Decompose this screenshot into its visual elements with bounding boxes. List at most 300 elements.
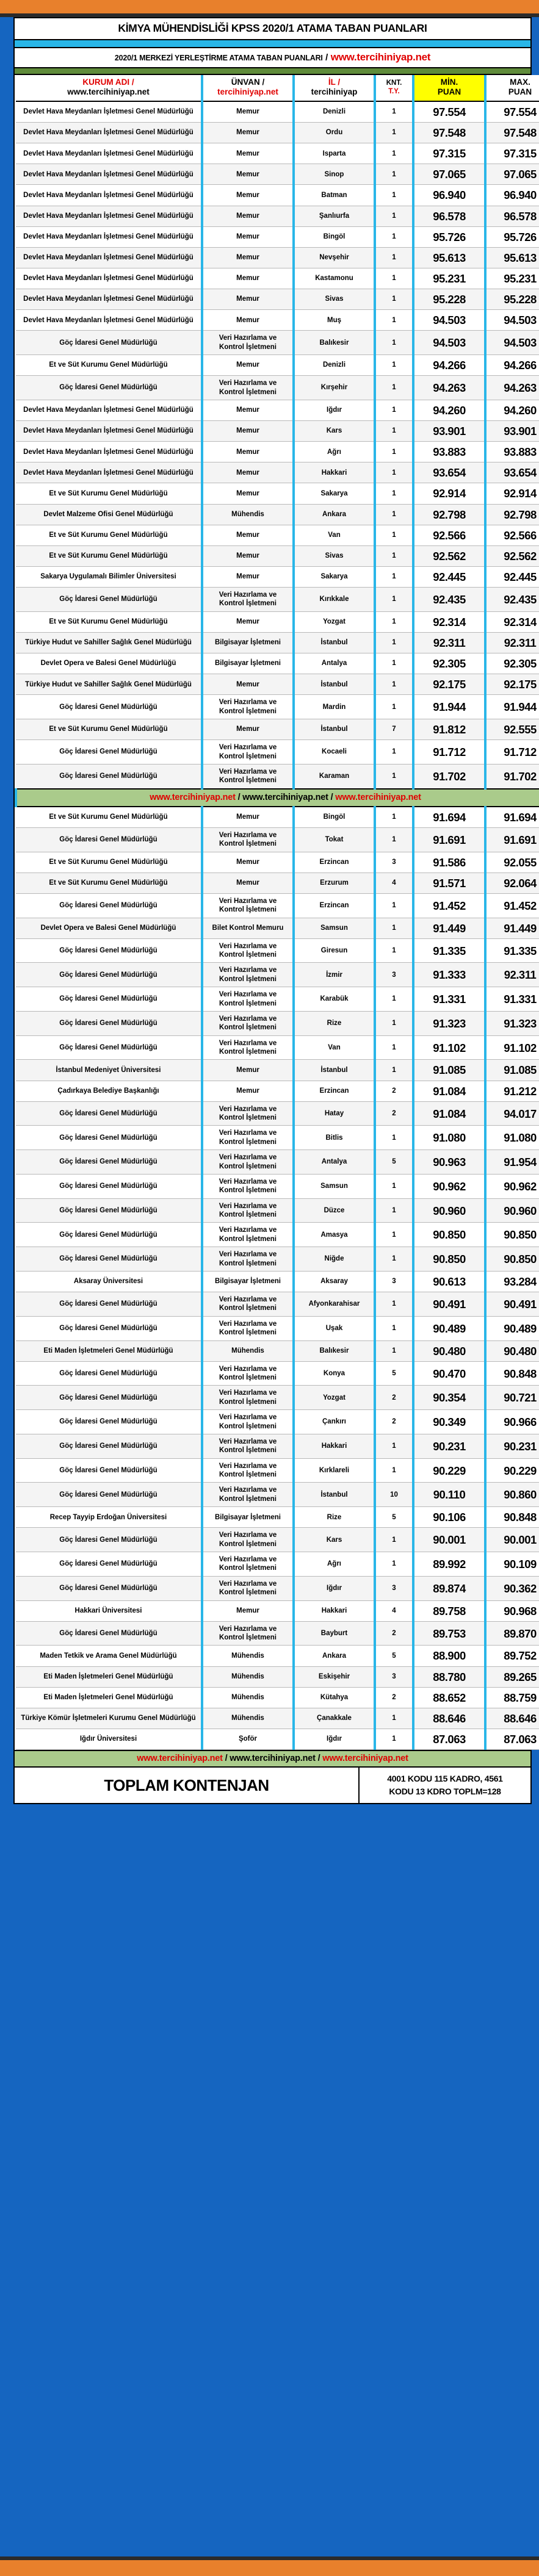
table-row[interactable] <box>16 143 539 164</box>
cell-knt: 1 <box>375 206 413 226</box>
table-row[interactable] <box>16 674 539 695</box>
table-row[interactable] <box>16 1011 539 1035</box>
cell-kurum: Et ve Süt Kurumu Genel Müdürlüğü <box>16 483 202 504</box>
table-row[interactable] <box>16 1101 539 1126</box>
cell-il: Karaman <box>294 764 375 788</box>
table-row[interactable] <box>16 1060 539 1081</box>
cell-il: Bingöl <box>294 226 375 247</box>
cell-knt: 1 <box>375 1458 413 1483</box>
subtitle-separator: / <box>325 52 328 63</box>
cell-knt: 1 <box>375 1552 413 1577</box>
table-row[interactable] <box>16 611 539 632</box>
cell-max-puan: 93.284 <box>485 1271 539 1292</box>
cell-il: Uşak <box>294 1316 375 1340</box>
cell-il: Denizli <box>294 101 375 123</box>
footer-banner-site-3[interactable]: www.tercihiniyap.net <box>322 1754 408 1764</box>
cell-min-puan: 97.065 <box>413 164 485 185</box>
cell-min-puan: 90.613 <box>413 1271 485 1292</box>
table-row[interactable] <box>16 632 539 653</box>
table-row[interactable] <box>16 1361 539 1386</box>
cell-min-puan: 91.084 <box>413 1081 485 1101</box>
cell-max-puan: 94.263 <box>485 376 539 400</box>
cell-max-puan: 97.554 <box>485 101 539 123</box>
cell-kurum: Göç İdaresi Genel Müdürlüğü <box>16 1410 202 1434</box>
table-row[interactable] <box>16 1292 539 1317</box>
table-row[interactable] <box>16 1247 539 1272</box>
table-row[interactable] <box>16 483 539 504</box>
banner-sep-2: / <box>328 792 336 802</box>
cell-unvan: Mühendis <box>202 1666 294 1687</box>
table-row[interactable] <box>16 1646 539 1666</box>
banner-cell-middle[interactable] <box>16 789 539 807</box>
table-row[interactable] <box>16 852 539 872</box>
table-row[interactable] <box>16 1483 539 1507</box>
cell-max-puan: 91.712 <box>485 740 539 765</box>
blue-frame <box>0 17 539 2556</box>
table-row[interactable] <box>16 289 539 310</box>
col-kurum-site: www.tercihiniyap.net <box>67 87 150 97</box>
table-row[interactable] <box>16 421 539 442</box>
cell-kurum: Et ve Süt Kurumu Genel Müdürlüğü <box>16 872 202 893</box>
table-row[interactable] <box>16 376 539 400</box>
cell-max-puan: 92.314 <box>485 611 539 632</box>
cell-min-puan: 92.314 <box>413 611 485 632</box>
cell-il: Iğdır <box>294 1729 375 1749</box>
cell-max-puan: 95.726 <box>485 226 539 247</box>
cell-unvan: Memur <box>202 421 294 442</box>
table-row[interactable] <box>16 101 539 123</box>
table-row[interactable] <box>16 1576 539 1600</box>
cell-min-puan: 91.084 <box>413 1101 485 1126</box>
cell-min-puan: 91.571 <box>413 872 485 893</box>
table-row[interactable] <box>16 310 539 331</box>
cell-knt: 1 <box>375 310 413 331</box>
cell-kurum: Devlet Hava Meydanları İşletmesi Genel Müdürlüğü <box>16 421 202 442</box>
cell-min-puan: 93.654 <box>413 462 485 483</box>
cell-min-puan: 92.798 <box>413 504 485 525</box>
table-row[interactable] <box>16 1621 539 1646</box>
cell-knt: 1 <box>375 1011 413 1035</box>
col-unvan-label: ÜNVAN / <box>231 77 265 87</box>
cell-unvan: Veri Hazırlama ve Kontrol İşletmeni <box>202 893 294 918</box>
cell-kurum: Göç İdaresi Genel Müdürlüğü <box>16 1035 202 1060</box>
cell-unvan: Bilgisayar İşletmeni <box>202 632 294 653</box>
total-quota-label-cell <box>15 1768 360 1803</box>
table-row[interactable] <box>16 1600 539 1621</box>
cell-il: Bitlis <box>294 1126 375 1150</box>
cell-il: Kırıkkale <box>294 588 375 612</box>
cell-max-puan: 92.566 <box>485 525 539 545</box>
cell-knt: 4 <box>375 1600 413 1621</box>
table-row[interactable] <box>16 1340 539 1361</box>
table-row[interactable] <box>16 1150 539 1175</box>
cell-unvan: Memur <box>202 1060 294 1081</box>
total-quota-row <box>15 1768 530 1803</box>
cell-max-puan: 90.229 <box>485 1458 539 1483</box>
cell-max-puan: 89.265 <box>485 1666 539 1687</box>
table-row[interactable] <box>16 331 539 355</box>
cell-min-puan: 91.085 <box>413 1060 485 1081</box>
cell-min-puan: 89.758 <box>413 1600 485 1621</box>
table-row[interactable] <box>16 807 539 828</box>
table-row[interactable] <box>16 963 539 987</box>
cell-max-puan: 91.085 <box>485 1060 539 1081</box>
cell-kurum: Devlet Hava Meydanları İşletmesi Genel Müdürlüğü <box>16 442 202 462</box>
footer-banner-site-1[interactable]: www.tercihiniyap.net <box>137 1754 223 1764</box>
cell-knt: 1 <box>375 123 413 143</box>
table-row[interactable] <box>16 1458 539 1483</box>
cell-min-puan: 88.646 <box>413 1708 485 1729</box>
cell-min-puan: 97.315 <box>413 143 485 164</box>
cell-max-puan: 91.335 <box>485 938 539 963</box>
blue-tail <box>13 1804 532 2556</box>
table-row[interactable] <box>16 1410 539 1434</box>
cell-knt: 1 <box>375 247 413 268</box>
col-min-label: MİN. <box>440 77 458 87</box>
table-row[interactable] <box>16 653 539 674</box>
table-row[interactable] <box>16 164 539 185</box>
table-row[interactable] <box>16 827 539 852</box>
cell-min-puan: 91.102 <box>413 1035 485 1060</box>
cell-min-puan: 96.578 <box>413 206 485 226</box>
cell-il: Balıkesir <box>294 1340 375 1361</box>
table-row[interactable] <box>16 1081 539 1101</box>
cell-max-puan: 97.065 <box>485 164 539 185</box>
cell-max-puan: 94.503 <box>485 310 539 331</box>
cell-max-puan: 96.578 <box>485 206 539 226</box>
cell-il: Kars <box>294 421 375 442</box>
banner-site-3[interactable]: www.tercihiniyap.net <box>335 792 421 802</box>
cell-max-puan: 90.968 <box>485 1600 539 1621</box>
cell-max-puan: 90.109 <box>485 1552 539 1577</box>
cell-unvan: Veri Hazırlama ve Kontrol İşletmeni <box>202 1150 294 1175</box>
cell-il: Nevşehir <box>294 247 375 268</box>
cell-knt: 1 <box>375 1223 413 1247</box>
col-il-site: tercihiniyap <box>311 87 358 97</box>
cell-il: Hakkari <box>294 462 375 483</box>
table-row[interactable] <box>16 695 539 719</box>
cell-kurum: İstanbul Medeniyet Üniversitesi <box>16 1060 202 1081</box>
column-header-min-puan[interactable] <box>413 75 485 101</box>
cell-kurum: Sakarya Uygulamalı Bilimler Üniversitesi <box>16 566 202 587</box>
cell-min-puan: 92.445 <box>413 566 485 587</box>
cell-knt: 1 <box>375 462 413 483</box>
cell-kurum: Devlet Hava Meydanları İşletmesi Genel Müdürlüğü <box>16 226 202 247</box>
cell-max-puan: 90.489 <box>485 1316 539 1340</box>
col-max-label: MAX. <box>510 77 530 87</box>
cell-unvan: Veri Hazırlama ve Kontrol İşletmeni <box>202 1552 294 1577</box>
table-row[interactable] <box>16 1687 539 1708</box>
cell-unvan: Memur <box>202 872 294 893</box>
cell-knt: 1 <box>375 695 413 719</box>
cell-unvan: Veri Hazırlama ve Kontrol İşletmeni <box>202 1035 294 1060</box>
banner-site-1[interactable]: www.tercihiniyap.net <box>150 792 236 802</box>
table-row[interactable] <box>16 938 539 963</box>
cell-kurum: Et ve Süt Kurumu Genel Müdürlüğü <box>16 525 202 545</box>
cell-unvan: Veri Hazırlama ve Kontrol İşletmeni <box>202 588 294 612</box>
cell-il: Rize <box>294 1507 375 1528</box>
cell-il: Kırşehir <box>294 376 375 400</box>
cell-il: Erzincan <box>294 852 375 872</box>
cell-il: Van <box>294 525 375 545</box>
cell-kurum: Devlet Hava Meydanları İşletmesi Genel Müdürlüğü <box>16 123 202 143</box>
cell-max-puan: 91.954 <box>485 1150 539 1175</box>
cell-il: Kocaeli <box>294 740 375 765</box>
cell-kurum: Maden Tetkik ve Arama Genel Müdürlüğü <box>16 1646 202 1666</box>
cell-il: Sakarya <box>294 566 375 587</box>
cell-knt: 1 <box>375 1434 413 1458</box>
cell-unvan: Veri Hazırlama ve Kontrol İşletmeni <box>202 1361 294 1386</box>
table-row[interactable] <box>16 1174 539 1198</box>
cell-il: Kars <box>294 1528 375 1552</box>
footer-banner-site-2[interactable]: www.tercihiniyap.net <box>230 1754 316 1764</box>
cell-il: Erzincan <box>294 1081 375 1101</box>
table-row[interactable] <box>16 1507 539 1528</box>
cell-il: İstanbul <box>294 632 375 653</box>
cell-knt: 1 <box>375 1729 413 1749</box>
cell-knt: 1 <box>375 226 413 247</box>
cell-unvan: Memur <box>202 566 294 587</box>
table-row[interactable] <box>16 1223 539 1247</box>
table-row[interactable] <box>16 1386 539 1410</box>
cell-kurum: Devlet Hava Meydanları İşletmesi Genel Müdürlüğü <box>16 143 202 164</box>
cell-kurum: Göç İdaresi Genel Müdürlüğü <box>16 1361 202 1386</box>
banner-row-middle <box>16 789 539 807</box>
cell-unvan: Veri Hazırlama ve Kontrol İşletmeni <box>202 1126 294 1150</box>
cell-max-puan: 97.548 <box>485 123 539 143</box>
cell-kurum: Göç İdaresi Genel Müdürlüğü <box>16 893 202 918</box>
column-header-kurum[interactable] <box>16 75 202 101</box>
cell-il: Van <box>294 1035 375 1060</box>
table-row[interactable] <box>16 1729 539 1749</box>
cell-min-puan: 90.850 <box>413 1247 485 1272</box>
cell-unvan: Veri Hazırlama ve Kontrol İşletmeni <box>202 963 294 987</box>
cell-max-puan: 92.555 <box>485 719 539 740</box>
cell-kurum: Göç İdaresi Genel Müdürlüğü <box>16 1576 202 1600</box>
cell-kurum: Et ve Süt Kurumu Genel Müdürlüğü <box>16 611 202 632</box>
table-row[interactable] <box>16 1198 539 1223</box>
cell-min-puan: 92.175 <box>413 674 485 695</box>
banner-site-2[interactable]: www.tercihiniyap.net <box>242 792 328 802</box>
footer-banner-sep-2: / <box>315 1754 323 1764</box>
cell-max-puan: 90.850 <box>485 1247 539 1272</box>
table-row[interactable] <box>16 355 539 376</box>
cell-min-puan: 90.489 <box>413 1316 485 1340</box>
cell-unvan: Bilgisayar İşletmeni <box>202 653 294 674</box>
cell-knt: 1 <box>375 376 413 400</box>
table-row[interactable] <box>16 1528 539 1552</box>
cell-knt: 1 <box>375 504 413 525</box>
table-row[interactable] <box>16 185 539 206</box>
cell-il: Antalya <box>294 653 375 674</box>
table-banner-middle <box>16 789 539 807</box>
cell-kurum: Türkiye Hudut ve Sahiller Sağlık Genel Müdürlüğü <box>16 674 202 695</box>
table-row[interactable] <box>16 893 539 918</box>
cell-unvan: Veri Hazırlama ve Kontrol İşletmeni <box>202 1247 294 1272</box>
table-row[interactable] <box>16 1316 539 1340</box>
cell-knt: 1 <box>375 674 413 695</box>
cell-il: Antalya <box>294 1150 375 1175</box>
cell-min-puan: 90.491 <box>413 1292 485 1317</box>
table-row[interactable] <box>16 1666 539 1687</box>
table-header-row <box>16 75 539 101</box>
cell-min-puan: 89.992 <box>413 1552 485 1577</box>
cell-unvan: Memur <box>202 164 294 185</box>
cell-knt: 7 <box>375 719 413 740</box>
table-row[interactable] <box>16 123 539 143</box>
cell-il: Şanlıurfa <box>294 206 375 226</box>
cell-max-puan: 97.315 <box>485 143 539 164</box>
cell-knt: 1 <box>375 653 413 674</box>
cell-unvan: Mühendis <box>202 504 294 525</box>
table-row[interactable] <box>16 206 539 226</box>
table-row[interactable] <box>16 442 539 462</box>
cell-unvan: Veri Hazırlama ve Kontrol İşletmeni <box>202 376 294 400</box>
cell-kurum: Devlet Opera ve Balesi Genel Müdürlüğü <box>16 918 202 938</box>
sheet <box>13 17 537 1804</box>
cell-il: Yozgat <box>294 1386 375 1410</box>
cell-unvan: Veri Hazırlama ve Kontrol İşletmeni <box>202 1011 294 1035</box>
cell-min-puan: 91.694 <box>413 807 485 828</box>
cell-unvan: Memur <box>202 525 294 545</box>
cell-kurum: Göç İdaresi Genel Müdürlüğü <box>16 1101 202 1126</box>
cell-il: Hatay <box>294 1101 375 1126</box>
cell-knt: 1 <box>375 1247 413 1272</box>
table-row[interactable] <box>16 545 539 566</box>
total-quota-line-1: 4001 KODU 115 KADRO, 4561 <box>387 1774 503 1784</box>
cell-max-puan: 95.231 <box>485 268 539 289</box>
cell-min-puan: 94.260 <box>413 400 485 420</box>
cell-unvan: Veri Hazırlama ve Kontrol İşletmeni <box>202 1410 294 1434</box>
cell-knt: 3 <box>375 1666 413 1687</box>
cell-knt: 1 <box>375 331 413 355</box>
cell-max-puan: 94.266 <box>485 355 539 376</box>
cell-unvan: Veri Hazırlama ve Kontrol İşletmeni <box>202 695 294 719</box>
column-header-max-puan[interactable] <box>485 75 539 101</box>
cell-kurum: Et ve Süt Kurumu Genel Müdürlüğü <box>16 807 202 828</box>
table-row[interactable] <box>16 740 539 765</box>
cell-il: İstanbul <box>294 719 375 740</box>
cell-unvan: Bilgisayar İşletmeni <box>202 1271 294 1292</box>
cell-il: Eskişehir <box>294 1666 375 1687</box>
table-row[interactable] <box>16 504 539 525</box>
cell-unvan: Şoför <box>202 1729 294 1749</box>
cell-kurum: Et ve Süt Kurumu Genel Müdürlüğü <box>16 852 202 872</box>
table-row[interactable] <box>16 987 539 1012</box>
cell-max-puan: 93.654 <box>485 462 539 483</box>
column-header-knt[interactable] <box>375 75 413 101</box>
cell-min-puan: 90.470 <box>413 1361 485 1386</box>
table-row[interactable] <box>16 462 539 483</box>
cell-knt: 5 <box>375 1361 413 1386</box>
table-row[interactable] <box>16 226 539 247</box>
cell-kurum: Et ve Süt Kurumu Genel Müdürlüğü <box>16 355 202 376</box>
cell-min-puan: 91.712 <box>413 740 485 765</box>
cell-il: Ankara <box>294 1646 375 1666</box>
table-row[interactable] <box>16 1126 539 1150</box>
table-row[interactable] <box>16 918 539 938</box>
table-row[interactable] <box>16 764 539 788</box>
table-row[interactable] <box>16 1708 539 1729</box>
table-row[interactable] <box>16 525 539 545</box>
cell-max-puan: 91.331 <box>485 987 539 1012</box>
cell-min-puan: 89.874 <box>413 1576 485 1600</box>
cell-kurum: Devlet Hava Meydanları İşletmesi Genel Müdürlüğü <box>16 268 202 289</box>
table-row[interactable] <box>16 1552 539 1577</box>
cell-kurum: Göç İdaresi Genel Müdürlüğü <box>16 1621 202 1646</box>
cell-il: Bingöl <box>294 807 375 828</box>
cell-unvan: Mühendis <box>202 1646 294 1666</box>
cell-max-puan: 91.449 <box>485 918 539 938</box>
cell-unvan: Mühendis <box>202 1708 294 1729</box>
cell-knt: 1 <box>375 1316 413 1340</box>
table-body-top <box>16 101 539 789</box>
cell-knt: 1 <box>375 1340 413 1361</box>
cell-unvan: Veri Hazırlama ve Kontrol İşletmeni <box>202 1621 294 1646</box>
table-row[interactable] <box>16 247 539 268</box>
cell-knt: 5 <box>375 1646 413 1666</box>
cell-kurum: Türkiye Kömür İşletmeleri Kurumu Genel Müdürlüğü <box>16 1708 202 1729</box>
cell-il: Balıkesir <box>294 331 375 355</box>
table-row[interactable] <box>16 719 539 740</box>
table-row[interactable] <box>16 400 539 420</box>
cell-min-puan: 91.702 <box>413 764 485 788</box>
cell-il: Ağrı <box>294 442 375 462</box>
cell-unvan: Veri Hazırlama ve Kontrol İşletmeni <box>202 827 294 852</box>
top-orange-bar <box>0 0 539 13</box>
cell-il: İstanbul <box>294 1483 375 1507</box>
subtitle-left: 2020/1 MERKEZİ YERLEŞTİRME ATAMA TABAN PUANLARI <box>114 54 323 62</box>
cell-il: Yozgat <box>294 611 375 632</box>
cell-kurum: Göç İdaresi Genel Müdürlüğü <box>16 695 202 719</box>
cell-kurum: Göç İdaresi Genel Müdürlüğü <box>16 1434 202 1458</box>
cell-knt: 1 <box>375 1708 413 1729</box>
cell-min-puan: 90.001 <box>413 1528 485 1552</box>
cell-knt: 1 <box>375 807 413 828</box>
table-row[interactable] <box>16 566 539 587</box>
cell-knt: 1 <box>375 987 413 1012</box>
table-row[interactable] <box>16 1035 539 1060</box>
cell-unvan: Memur <box>202 185 294 206</box>
column-header-unvan[interactable] <box>202 75 294 101</box>
footer <box>15 1750 530 1804</box>
column-header-il[interactable] <box>294 75 375 101</box>
table-row[interactable] <box>16 268 539 289</box>
table-row[interactable] <box>16 1434 539 1458</box>
cell-unvan: Veri Hazırlama ve Kontrol İşletmeni <box>202 1292 294 1317</box>
cell-max-puan: 90.960 <box>485 1198 539 1223</box>
banner-row-footer[interactable] <box>15 1750 530 1768</box>
cell-max-puan: 90.231 <box>485 1434 539 1458</box>
cell-max-puan: 91.452 <box>485 893 539 918</box>
col-knt-label: KNT. <box>386 79 402 87</box>
cell-knt: 2 <box>375 1081 413 1101</box>
subtitle-site-link[interactable]: www.tercihiniyap.net <box>330 51 431 63</box>
cell-min-puan: 91.586 <box>413 852 485 872</box>
cell-unvan: Veri Hazırlama ve Kontrol İşletmeni <box>202 1483 294 1507</box>
subtitle-row <box>15 48 530 68</box>
table-row[interactable] <box>16 588 539 612</box>
cell-max-puan: 91.323 <box>485 1011 539 1035</box>
cell-il: Kütahya <box>294 1687 375 1708</box>
cell-min-puan: 92.566 <box>413 525 485 545</box>
cell-kurum: Aksaray Üniversitesi <box>16 1271 202 1292</box>
table-row[interactable] <box>16 1271 539 1292</box>
table-row[interactable] <box>16 872 539 893</box>
col-max-sub: PUAN <box>508 87 532 97</box>
cell-knt: 1 <box>375 611 413 632</box>
cell-min-puan: 92.435 <box>413 588 485 612</box>
